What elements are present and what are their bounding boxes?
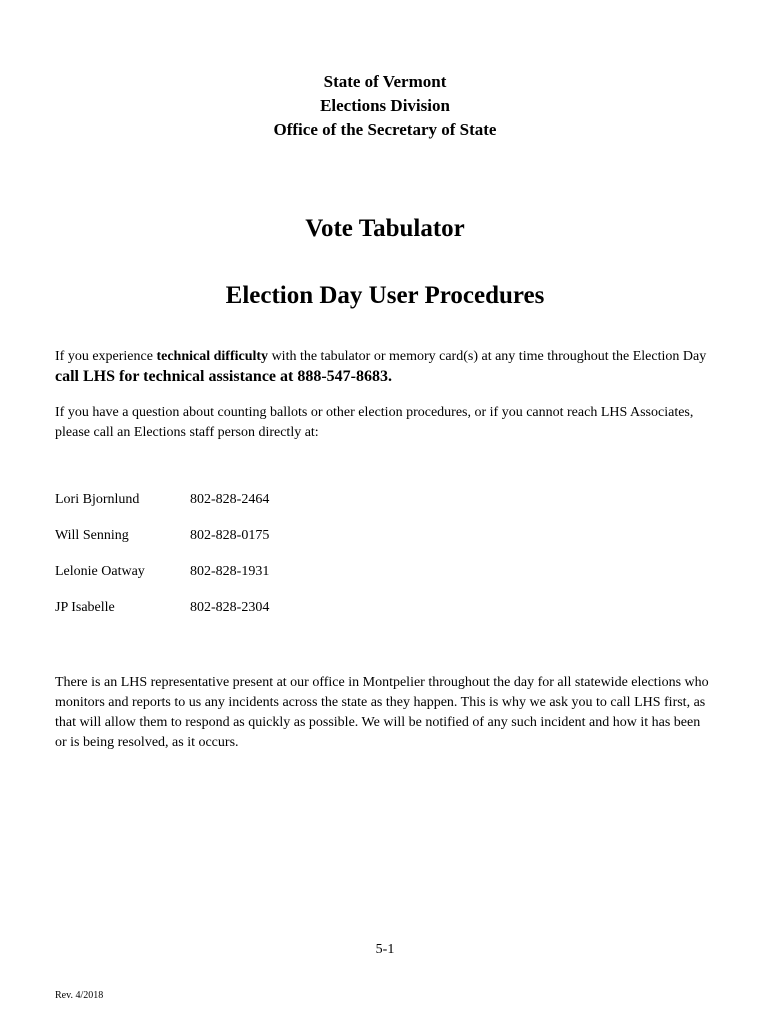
contact-phone: 802-828-2464: [190, 492, 270, 507]
para1-bold-text: technical difficulty: [156, 349, 269, 364]
election-question-paragraph: If you have a question about counting ballots or other election procedures, or if you cannot reach LHS Associates, please call an Elections staff person directly at:: [55, 405, 694, 440]
revision-date: Rev. 4/2018: [55, 990, 104, 1001]
contact-name: Lelonie Oatway: [55, 564, 145, 579]
document-title: Vote Tabulator: [305, 215, 465, 242]
contact-phone: 802-828-0175: [190, 528, 270, 543]
para1-middle: with the tabulator or memory card(s) at any time throughout the Election Day: [268, 349, 707, 364]
contact-name: Lori Bjornlund: [55, 492, 140, 507]
header-office: Office of the Secretary of State: [273, 120, 497, 139]
contact-phone: 802-828-1931: [190, 564, 270, 579]
contact-row: [55, 528, 269, 564]
contact-phone: 802-828-2304: [190, 600, 270, 615]
technical-difficulty-paragraph: [55, 347, 715, 388]
contact-list: [55, 492, 269, 636]
document-header: [0, 70, 770, 142]
contact-row: [55, 564, 269, 600]
lhs-representative-paragraph: There is an LHS representative present at our office in Montpelier throughout the day for all statewide elections who monitors and reports to us any incidents across the state as they happen. This is why we ask you to call LHS first, as that will allow them to respond as quickly as possible. We will be notified of any such incident and how it has been or is being resolved, as it occurs.: [55, 675, 709, 750]
contact-name: JP Isabelle: [55, 600, 115, 615]
contact-row: [55, 492, 269, 528]
header-division: Elections Division: [320, 96, 450, 115]
header-state: State of Vermont: [323, 72, 447, 91]
contact-name: Will Senning: [55, 528, 129, 543]
para1-prefix: If you experience: [55, 349, 157, 364]
page-number: 5-1: [375, 942, 395, 957]
document-subtitle: Election Day User Procedures: [225, 282, 545, 309]
contact-row: [55, 600, 269, 636]
lhs-phone-callout: call LHS for technical assistance at 888-547-8683.: [55, 368, 393, 385]
